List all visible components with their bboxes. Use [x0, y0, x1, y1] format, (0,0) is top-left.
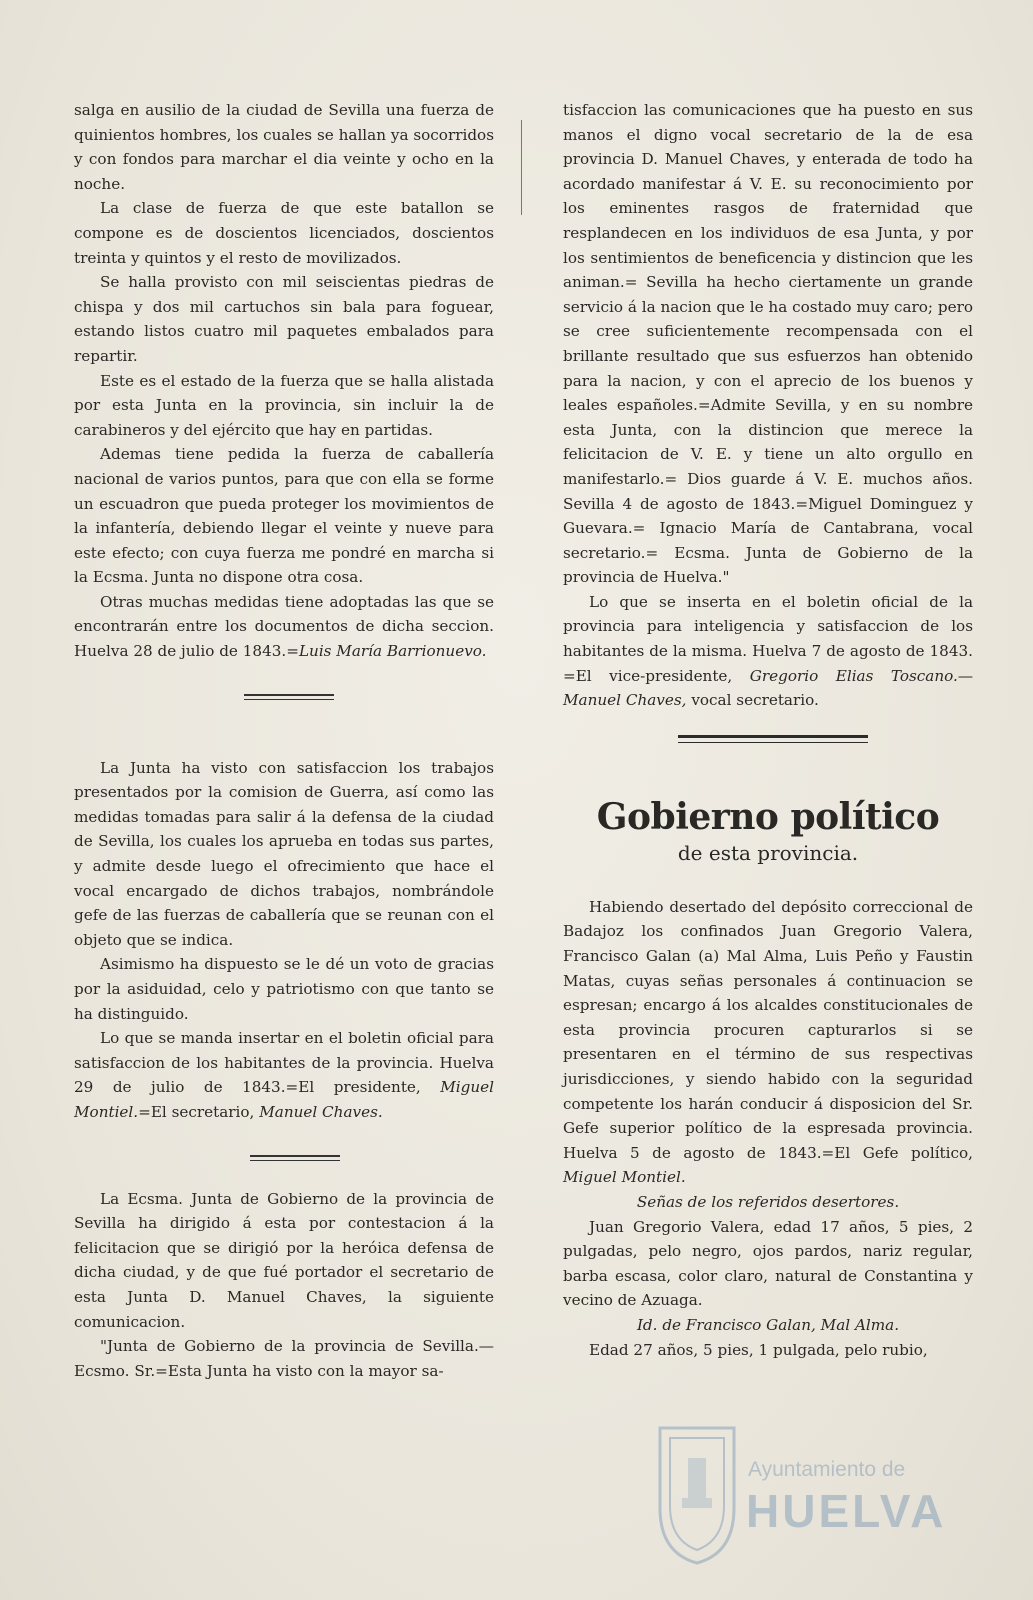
double-rule	[678, 735, 868, 743]
column-divider	[521, 120, 522, 215]
paragraph: La clase de fuerza de que este batallon se compone es de doscientos licenciados, doscientos treinta y quintos y el resto de movilizados.	[74, 199, 494, 267]
paragraph-text: Otras muchas medidas tiene adoptadas las que se encontrarán entre los documentos de dicha seccion. Huelva 28 de julio de 1843.=	[74, 592, 494, 661]
paragraph: Ademas tiene pedida la fuerza de caballería nacional de varios puntos, para que con ella se forme un escuadron que pueda proteger los movimientos de la infantería, debiendo llegar el veinte y nueve para este efecto; con cuya fuerza me pondré en marcha si la Ecsma. Junta no dispone otra cosa.	[74, 445, 494, 587]
double-rule	[250, 1155, 340, 1161]
watermark	[642, 1418, 947, 1578]
signature: Manuel Chaves,	[563, 691, 687, 710]
signature: Luis María Barrionuevo.	[298, 642, 487, 661]
paragraph-text: Lo que se inserta en el boletin oficial de la provincia para inteligencia y satisfaccion de los habitantes de la misma. Huelva 7 de agosto de 1843. =El vice-presidente,	[563, 592, 973, 685]
paragraph: Juan Gregorio Valera, edad 17 años, 5 pies, 2 pulgadas, pelo negro, ojos pardos, nariz regular, barba escasa, color claro, natural de Constantina y vecino de Azuaga.	[563, 1217, 973, 1310]
watermark-line2: HUELVA	[746, 1485, 947, 1537]
paragraph	[563, 590, 973, 713]
paragraph: salga en ausilio de la ciudad de Sevilla una fuerza de quinientos hombres, los cuales se hallan ya socorridos y con fondos para marchar el dia veinte y ocho en la noche.	[74, 101, 494, 193]
paragraph-text: Lo que se manda insertar en el boletin oficial para satisfaccion de los habitantes de la provincia. Huelva 29 de julio de 1843.=El presidente,	[74, 1029, 494, 1097]
paragraph: tisfaccion las comunicaciones que ha puesto en sus manos el digno vocal secretario de la de esa provincia D. Manuel Chaves, y enterada de todo ha acordado manifestar á V. E. su reconocimiento por los eminentes rasgos de fraternidad que resplandecen en los individuos de esa Junta, y por los sentimientos de beneficencia y distincion que les animan.= Sevilla ha hecho ciertamente un grande servicio á la nacion que le ha costado muy caro; pero se cree suficientemente recompensada con el brillante resultado que sus esfuerzos han obtenido para la nacion, y con el aprecio de los buenos y leales españoles.=Admite Sevilla, y en su nombre esta Junta, con la distincion que merece la felicitacion de V. E. y tiene un alto orgullo en manifestarlo.= Dios guarde á V. E. muchos años. Sevilla 4 de agosto de 1843.=Miguel Dominguez y Guevara.= Ignacio María de Cantabrana, vocal secretario.= Ecsma. Junta de Gobierno de la provincia de Huelva."	[563, 101, 973, 587]
paragraph: Este es el estado de la fuerza que se halla alistada por esta Junta en la provincia, sin incluir la de carabineros y del ejército que hay en partidas.	[74, 371, 494, 439]
paragraph	[563, 895, 973, 1190]
coat-of-arms-icon	[652, 1418, 742, 1568]
subsection-title: Id. de Francisco Galan, Mal Alma.	[636, 1315, 900, 1334]
signature: Manuel Chaves.	[259, 1102, 383, 1121]
paragraph-text: =El secretario,	[138, 1102, 255, 1121]
section-divider	[563, 713, 973, 775]
section-divider	[74, 664, 494, 726]
right-column	[563, 98, 973, 1362]
paragraph: Edad 27 años, 5 pies, 1 pulgada, pelo rubio,	[589, 1340, 928, 1359]
double-rule	[244, 694, 334, 700]
paragraph-text: vocal secretario.	[691, 691, 819, 710]
subsection-title: Señas de los referidos desertores.	[636, 1192, 900, 1211]
paragraph: Asimismo ha dispuesto se le dé un voto de gracias por la asiduidad, celo y patriotismo con que tanto se ha distinguido.	[74, 955, 494, 1023]
signature: Gregorio Elias Toscano.	[749, 666, 958, 685]
section-subheading: de esta provincia.	[677, 840, 859, 865]
section-heading: Gobierno político	[596, 795, 940, 838]
paragraph: La Junta ha visto con satisfaccion los trabajos presentados por la comision de Guerra, así como las medidas tomadas para salir á la defensa de la ciudad de Sevilla, los cuales los aprueba en todas sus partes, y admite desde luego el ofrecimiento que hace el vocal encargado de dichos trabajos, nombrándole gefe de las fuerzas de caballería que se reunan con el objeto que se indica.	[74, 758, 494, 949]
paragraph	[74, 590, 494, 664]
separator: —	[957, 666, 974, 685]
paragraph: Se halla provisto con mil seiscientas piedras de chispa y dos mil cartuchos sin bala para foguear, estando listos cuatro mil paquetes embalados para repartir.	[74, 273, 494, 365]
paragraph-text: Habiendo desertado del depósito correccional de Badajoz los confinados Juan Gregorio Valera, Francisco Galan (a) Mal Alma, Luis Peño y Faustin Matas, cuyas señas personales á continuacion se espresan; encargo á los alcaldes constitucionales de esta provincia procuren capturarlos si se presentaren en el término de sus respectivas jurisdicciones, y siendo habido con la seguridad competente los harán conducir á disposicion del Sr. Gefe superior político de la espresada provincia. Huelva 5 de agosto de 1843.=El Gefe político,	[563, 897, 973, 1162]
paragraph: "Junta de Gobierno de la provincia de Sevilla.— Ecsmo. Sr.=Esta Junta ha visto con la mayor sa-	[74, 1337, 494, 1380]
paragraph: La Ecsma. Junta de Gobierno de la provincia de Sevilla ha dirigido á esta por contestacion á la felicitacion que se dirigió por la heróica defensa de dicha ciudad, y de que fué portador el secretario de esta Junta D. Manuel Chaves, la siguiente comunicacion.	[74, 1189, 494, 1331]
left-column	[74, 98, 494, 1383]
signature: Miguel Montiel.	[563, 1168, 686, 1187]
paragraph	[74, 1026, 494, 1124]
signature: Miguel Montiel.	[74, 1078, 494, 1121]
watermark-line1: Ayuntamiento de	[748, 1458, 906, 1481]
section-divider	[74, 1125, 494, 1187]
